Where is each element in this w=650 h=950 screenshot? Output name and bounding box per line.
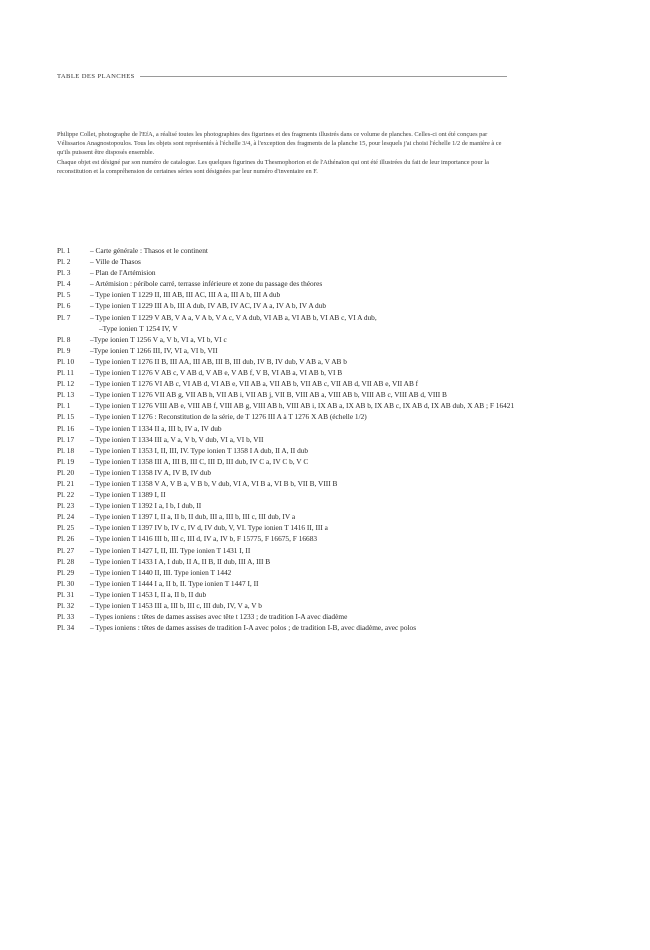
plate-entry <box>57 256 517 267</box>
plate-number: Pl. 22 <box>57 490 75 500</box>
intro-paragraph: Philippe Collet, photographe de l'EfA, a réalisé toutes les photographies des figurines et des fragments illustrés dans ce volume de planches. Celles-ci ont été conçues par Vélissarios Anagnostopoulos. Tous les objets sont représentés à l'échelle 3/4, à l'exception des fragments de la planche 15, pour lesquels j'ai choisi l'échelle 1/2 de manière à ce qu'ils puissent être disposés ensemble. <box>57 131 502 157</box>
plate-entry <box>57 511 517 522</box>
plate-number: Pl. 9 <box>57 345 71 355</box>
plate-entry <box>57 312 517 334</box>
plate-description: – Type ionien T 1276 V AB c, V AB d, V AB e, V AB f, V B, VI AB a, VI AB b, VI B <box>90 368 343 378</box>
plate-description: – Type ionien T 1433 I A, I dub, II A, II B, II dub, III A, III B <box>90 556 271 566</box>
plate-description: – Type ionien T 1440 II, III. Type ionien T 1442 <box>90 567 232 577</box>
plate-description: – Type ionien T 1229 III A b, III A dub, IV AB, IV AC, IV A a, IV A b, IV A dub <box>90 301 327 311</box>
plate-entry <box>57 334 517 345</box>
plate-description: – Types ioniens : têtes de dames assises de tradition I-A avec polos ; de tradition I-B, avec diadème, avec polos <box>90 623 417 633</box>
plate-entry <box>57 545 517 556</box>
plate-description: – Type ionien T 1453 III a, III b, III c, III dub, IV, V a, V b <box>90 601 262 610</box>
plate-entry <box>57 567 517 578</box>
plate-number: Pl. 28 <box>57 556 75 566</box>
plate-number: Pl. 3 <box>57 268 71 278</box>
page-header <box>57 73 507 80</box>
plate-description: – Type ionien T 1453 I, II a, II b, II dub <box>90 589 207 599</box>
plate-description: – Type ionien T 1392 I a, I b, I dub, II <box>90 501 202 511</box>
plate-entry <box>57 356 517 367</box>
plate-number: Pl. 34 <box>57 623 75 633</box>
plate-number: Pl. 21 <box>57 478 75 488</box>
plate-description-line: – Type ionien T 1229 V AB, V A a, V A b, V A c, V A dub, VI AB a, VI AB b, VI AB c, VI A dub, <box>90 312 377 322</box>
plate-description: – Ville de Thasos <box>90 257 141 267</box>
plate-number: Pl. 29 <box>57 567 75 577</box>
plate-entry <box>57 611 517 622</box>
plate-description: – Type ionien T 1389 I, II <box>90 490 166 500</box>
plate-entry <box>57 467 517 478</box>
plate-description: – Type ionien T 1276 VI AB c, VI AB d, VI AB e, VII AB a, VII AB b, VII AB c, VII AB d, VII AB e, VII AB f <box>90 379 419 389</box>
plate-entry <box>57 400 517 411</box>
plate-entry <box>57 367 517 378</box>
plate-entry <box>57 600 517 611</box>
plate-number: Pl. 17 <box>57 434 75 444</box>
plate-entry <box>57 589 517 600</box>
plate-entry <box>57 578 517 589</box>
plate-description: – Artémision : péribole carré, terrasse inférieure et zone du passage des théores <box>90 279 323 289</box>
plate-description <box>90 312 517 334</box>
plate-entry <box>57 423 517 434</box>
plate-number: Pl. 10 <box>57 356 75 366</box>
plate-number: Pl. 18 <box>57 445 75 455</box>
plate-entry <box>57 622 517 633</box>
plate-entry <box>57 456 517 467</box>
plate-description: – Carte générale : Thasos et le continent <box>90 246 208 255</box>
plate-description: – Plan de l'Artémision <box>90 268 156 278</box>
plate-description: – Type ionien T 1358 V A, V B a, V B b, V dub, VI A, VI B a, VI B b, VII B, VIII B <box>90 478 338 488</box>
header-rule <box>140 76 507 77</box>
plate-description: – Type ionien T 1334 II a, III b, IV a, IV dub <box>90 423 222 433</box>
plate-entry <box>57 522 517 533</box>
plate-number: Pl. 6 <box>57 301 71 311</box>
plate-number: Pl. 2 <box>57 257 71 267</box>
plate-number: Pl. 27 <box>57 545 75 555</box>
plate-description: – Type ionien T 1397 I, II a, II b, II dub, III a, III b, III c, III dub, IV a <box>90 512 296 522</box>
plate-entry <box>57 434 517 445</box>
plate-entry <box>57 245 517 256</box>
plate-number: Pl. 31 <box>57 589 75 599</box>
plate-entry <box>57 411 517 422</box>
plate-entry <box>57 478 517 489</box>
plate-entry <box>57 533 517 544</box>
plate-number: Pl. 1 <box>57 401 71 411</box>
plate-number: Pl. 16 <box>57 423 75 433</box>
plate-description: – Type ionien T 1276 II B, III AA, III AB, III B, III dub, IV B, IV dub, V AB a, V AB b <box>90 356 347 366</box>
plate-description: – Type ionien T 1444 I a, II b, II. Type ionien T 1447 I, II <box>90 578 259 588</box>
plate-list <box>57 245 517 633</box>
plate-number: Pl. 24 <box>57 512 75 522</box>
plate-number: Pl. 19 <box>57 456 75 466</box>
plate-entry <box>57 278 517 289</box>
plate-entry <box>57 556 517 567</box>
plate-number: Pl. 25 <box>57 523 75 533</box>
intro-paragraph: Chaque objet est désigné par son numéro de catalogue. Les quelques figurines du Thesmophorion et de l'Athénaïon qui ont été illustrées du fait de leur importance pour la reconstitution et la compréhension de certaines séries sont désignées par leur numéro d'inventaire en F. <box>57 158 489 175</box>
plate-description: – Type ionien T 1358 III A, III B, III C, III D, III dub, IV C a, IV C b, V C <box>90 456 309 466</box>
plate-number: Pl. 8 <box>57 334 71 344</box>
page-title: TABLE DES PLANCHES <box>57 73 135 80</box>
plate-entry <box>57 500 517 511</box>
plate-number: Pl. 13 <box>57 390 75 400</box>
plate-number: Pl. 33 <box>57 612 75 622</box>
plate-number: Pl. 23 <box>57 501 75 511</box>
plate-description: – Type ionien T 1334 III a, V a, V b, V dub, VI a, VI b, VII <box>90 434 264 444</box>
plate-number: Pl. 1 <box>57 246 71 255</box>
intro-text <box>57 130 512 176</box>
plate-description: – Type ionien T 1427 I, II, III. Type ionien T 1431 I, II <box>90 545 251 555</box>
plate-number: Pl. 7 <box>57 312 71 322</box>
plate-description: – Type ionien T 1276 VIII AB e, VIII AB f, VIII AB g, VIII AB h, VIII AB i, IX AB a, IX AB b, IX AB c, IX AB d, IX AB dub, X AB ; F 16421 <box>90 401 515 411</box>
plate-description-line: –Type ionien T 1254 IV, V <box>99 323 178 333</box>
plate-description: – Type ionien T 1276 : Reconstitution de la série, de T 1276 III A à T 1276 X AB (échelle 1/2) <box>90 412 367 422</box>
plate-entry <box>57 489 517 500</box>
plate-entry <box>57 267 517 278</box>
plate-entry <box>57 345 517 356</box>
plate-entry <box>57 389 517 400</box>
plate-number: Pl. 32 <box>57 601 75 610</box>
plate-number: Pl. 20 <box>57 467 75 477</box>
plate-description: – Type ionien T 1416 III b, III c, III d, IV a, IV b, F 15775, F 16675, F 16683 <box>90 534 318 544</box>
plate-description: –Type ionien T 1266 III, IV, VI a, VI b, VII <box>90 345 218 355</box>
plate-number: Pl. 26 <box>57 534 75 544</box>
plate-number: Pl. 5 <box>57 290 71 300</box>
plate-description: – Types ioniens : têtes de dames assises avec tête t 1233 ; de tradition I-A avec diadème <box>90 612 348 622</box>
plate-number: Pl. 11 <box>57 368 74 378</box>
plate-description: – Type ionien T 1276 VII AB g, VII AB h, VII AB i, VII AB j, VII B, VIII AB a, VIII AB b, VIII AB c, VIII AB d, VIII B <box>90 390 447 400</box>
plate-description: – Type ionien T 1353 I, II, III, IV. Type ionien T 1358 I A dub, II A, II dub <box>90 445 309 455</box>
plate-number: Pl. 12 <box>57 379 75 389</box>
plate-number: Pl. 15 <box>57 412 75 422</box>
plate-entry <box>57 378 517 389</box>
plate-description: – Type ionien T 1358 IV A, IV B, IV dub <box>90 467 212 477</box>
plate-number: Pl. 4 <box>57 279 71 289</box>
plate-description: – Type ionien T 1229 II, III AB, III AC, III A a, III A b, III A dub <box>90 290 281 300</box>
plate-entry <box>57 289 517 300</box>
plate-entry <box>57 445 517 456</box>
plate-entry <box>57 300 517 311</box>
plate-description: –Type ionien T 1256 V a, V b, VI a, VI b, VI c <box>90 334 227 344</box>
plate-description: – Type ionien T 1397 IV b, IV c, IV d, IV dub, V, VI. Type ionien T 1416 II, III a <box>90 523 328 533</box>
plate-number: Pl. 30 <box>57 578 75 588</box>
